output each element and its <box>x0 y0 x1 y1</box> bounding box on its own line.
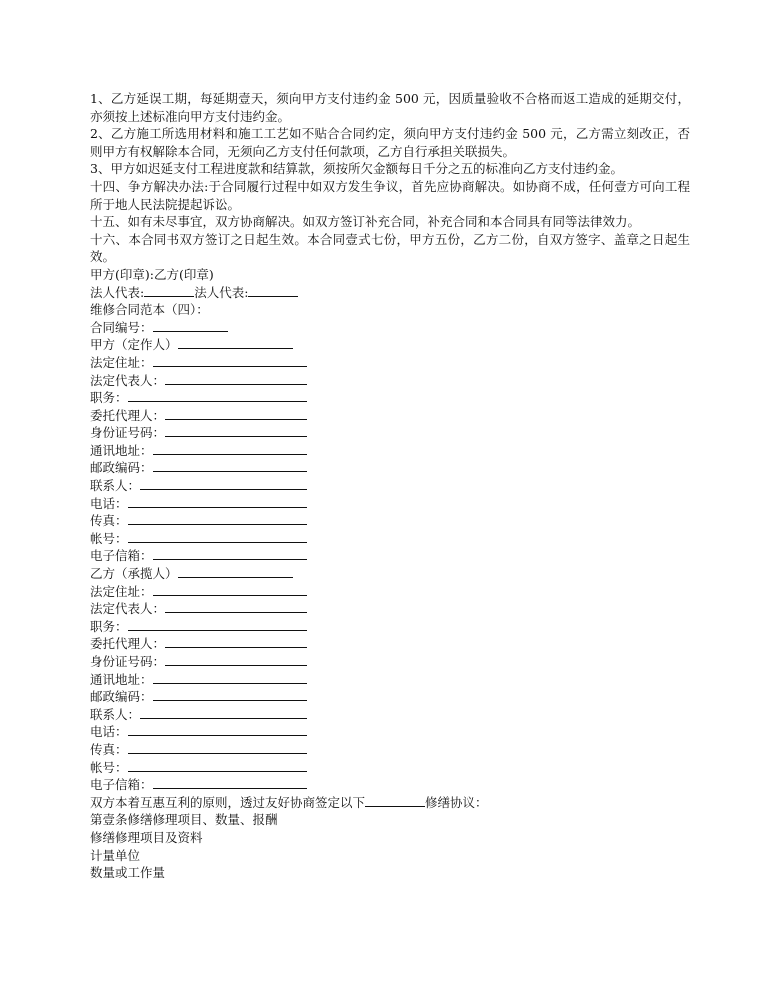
field-blank <box>140 477 307 490</box>
field-label: 身份证号码： <box>90 654 166 669</box>
field-blank <box>165 372 307 385</box>
field-label: 职务： <box>90 390 128 406</box>
field-blank <box>128 741 307 754</box>
agreement-intro-before: 双方本着互惠互利的原则，透过友好协商签定以下 <box>90 794 366 810</box>
party-a-field-row <box>90 477 690 495</box>
field-label: 电话： <box>90 724 128 740</box>
agreement-type-blank <box>365 794 425 807</box>
field-label: 身份证号码： <box>90 425 166 441</box>
party-b-title-blank <box>178 565 293 578</box>
field-blank <box>153 671 307 684</box>
template-title: 维修合同范本（四）： <box>90 302 209 318</box>
party-a-field-row <box>90 530 690 548</box>
contract-page <box>90 90 690 882</box>
party-a-field-row <box>90 442 690 460</box>
field-label: 法定代表人： <box>90 601 166 617</box>
field-label: 联系人： <box>90 706 141 722</box>
field-label: 电话： <box>90 495 128 511</box>
party-b-field-row <box>90 741 690 759</box>
party-b-field-row <box>90 583 690 601</box>
field-blank <box>128 759 307 772</box>
party-a-field-row <box>90 372 690 390</box>
clause-2: 2、乙方施工所选用材料和施工工艺如不贴合合同约定，须向甲方支付违约金 500 元，乙方需立刻改正，否则甲方有权解除本合同，无须向乙方支付任何款项，乙方自行承担关联损失。 <box>90 126 690 159</box>
article-one-heading: 第壹条修缮修理项目、数量、报酬 <box>90 812 278 828</box>
field-blank <box>153 547 307 560</box>
field-blank <box>128 389 307 402</box>
party-b-field-row <box>90 618 690 636</box>
party-b-field-row <box>90 723 690 741</box>
party-a-field-row <box>90 354 690 372</box>
party-a-field-row <box>90 424 690 442</box>
party-a-title-blank <box>178 336 293 349</box>
field-label: 电子信箱： <box>90 777 153 793</box>
party-a-field-row <box>90 547 690 565</box>
field-blank <box>165 635 307 648</box>
field-blank <box>165 653 307 666</box>
field-label: 电子信箱： <box>90 548 153 564</box>
field-blank <box>153 442 307 455</box>
party-b-field-row <box>90 671 690 689</box>
clause-15: 十五、如有未尽事宜，双方协商解决。如双方签订补充合同，补充合同和本合同具有同等法律效力。 <box>90 214 641 230</box>
party-b-title-row <box>90 565 690 583</box>
rep-label-b: 法人代表: <box>194 284 249 300</box>
field-label: 邮政编码： <box>90 689 153 705</box>
field-label: 通讯地址： <box>90 442 153 458</box>
party-b-field-row <box>90 653 690 671</box>
field-blank <box>128 512 307 525</box>
field-blank <box>153 459 307 472</box>
party-a-field-row <box>90 407 690 425</box>
field-label: 邮政编码： <box>90 460 153 476</box>
field-label: 委托代理人： <box>90 636 166 652</box>
item-unit: 计量单位 <box>90 847 141 863</box>
party-a-field-row <box>90 512 690 530</box>
clause-1: 1、乙方延误工期，每延期壹天，须向甲方支付违约金 500 元，因质量验收不合格而返工造成的延期交付，亦须按上述标准向甲方支付违约金。 <box>90 91 690 124</box>
party-b-field-row <box>90 688 690 706</box>
party-a-title: 甲方（定作人） <box>90 337 178 353</box>
seal-line: 甲方(印章):乙方(印章) <box>90 266 214 282</box>
party-b-field-row <box>90 776 690 794</box>
party-b-field-row <box>90 600 690 618</box>
clause-14: 十四、争方解决办法:于合同履行过程中如双方发生争议，首先应协商解决。如协商不成，任何壹方可向工程所于地人民法院提起诉讼。 <box>90 178 690 212</box>
field-blank <box>128 723 307 736</box>
field-blank <box>153 688 307 701</box>
field-label: 传真： <box>90 741 128 757</box>
party-a-title-row <box>90 336 690 354</box>
party-a-field-row <box>90 495 690 513</box>
item-quantity: 数量或工作量 <box>90 865 166 881</box>
party-b-field-row <box>90 759 690 777</box>
agreement-intro <box>90 794 690 812</box>
field-label: 传真： <box>90 513 128 529</box>
field-blank <box>153 776 307 789</box>
party-b-field-row <box>90 635 690 653</box>
field-blank <box>165 424 307 437</box>
rep-blank-a <box>144 284 194 297</box>
field-blank <box>165 600 307 613</box>
field-label: 法定住址： <box>90 583 153 599</box>
field-label: 职务： <box>90 618 128 634</box>
agreement-intro-after: 修缮协议： <box>425 794 488 810</box>
field-blank <box>128 495 307 508</box>
field-blank <box>165 407 307 420</box>
representative-line <box>90 284 690 302</box>
field-label: 帐号： <box>90 759 128 775</box>
clause-16: 十六、本合同书双方签订之日起生效。本合同壹式七份，甲方五份，乙方二份，自双方签字、盖章之日起生效。 <box>90 231 690 265</box>
party-a-fields <box>90 354 690 565</box>
field-blank <box>128 618 307 631</box>
field-label: 委托代理人： <box>90 407 166 423</box>
contract-number-label: 合同编号： <box>90 319 153 335</box>
field-blank <box>153 354 307 367</box>
field-blank <box>128 530 307 543</box>
field-label: 法定代表人： <box>90 372 166 388</box>
item-repair-project: 修缮修理项目及资料 <box>90 829 203 845</box>
party-a-field-row <box>90 459 690 477</box>
contract-number-row <box>90 319 690 337</box>
contract-number-blank <box>153 319 228 332</box>
party-b-title: 乙方（承揽人） <box>90 566 178 582</box>
field-label: 联系人： <box>90 478 141 494</box>
party-b-fields <box>90 583 690 794</box>
clause-3: 3、甲方如迟延支付工程进度款和结算款，须按所欠金额每日千分之五的标准向乙方支付违约金。 <box>90 161 623 177</box>
field-label: 帐号： <box>90 530 128 546</box>
rep-label-a: 法人代表: <box>90 284 145 300</box>
party-b-field-row <box>90 706 690 724</box>
field-label: 通讯地址： <box>90 671 153 687</box>
field-label: 法定住址： <box>90 354 153 370</box>
rep-blank-b <box>248 284 298 297</box>
field-blank <box>153 583 307 596</box>
party-a-field-row <box>90 389 690 407</box>
field-blank <box>140 706 307 719</box>
